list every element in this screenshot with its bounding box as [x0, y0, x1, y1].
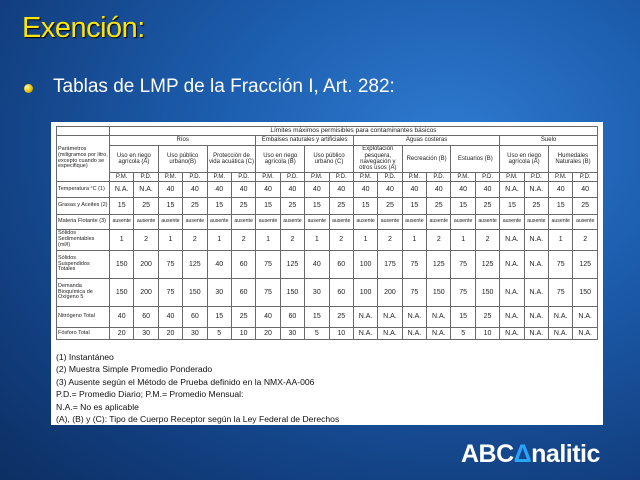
- value-cell: 25: [427, 198, 451, 215]
- value-cell: 40: [207, 251, 231, 279]
- pm-header: P.M.: [549, 173, 573, 182]
- pm-header: P.M.: [256, 173, 280, 182]
- value-cell: 200: [134, 279, 158, 307]
- value-cell: N.A.: [524, 251, 548, 279]
- value-cell: 200: [134, 251, 158, 279]
- value-cell: 1: [256, 230, 280, 251]
- value-cell: N.A.: [378, 307, 402, 328]
- value-cell: 15: [305, 307, 329, 328]
- value-cell: 30: [183, 328, 207, 340]
- value-cell: 60: [280, 307, 304, 328]
- value-cell: 2: [475, 230, 499, 251]
- value-cell: 75: [256, 279, 280, 307]
- logo-suffix: nalitic: [531, 440, 600, 468]
- note-line: (2) Muestra Simple Promedio Ponderado: [56, 364, 213, 375]
- value-cell: N.A.: [500, 182, 524, 198]
- pd-header: P.D.: [231, 173, 255, 182]
- value-cell: ausente: [402, 215, 426, 230]
- value-cell: 125: [280, 251, 304, 279]
- value-cell: ausente: [183, 215, 207, 230]
- value-cell: 75: [402, 279, 426, 307]
- value-cell: 60: [134, 307, 158, 328]
- value-cell: 20: [158, 328, 182, 340]
- value-cell: 2: [134, 230, 158, 251]
- value-cell: 2: [231, 230, 255, 251]
- value-cell: 5: [305, 328, 329, 340]
- value-cell: 30: [134, 328, 158, 340]
- value-cell: 40: [402, 182, 426, 198]
- value-cell: 25: [329, 307, 353, 328]
- value-cell: 1: [353, 230, 377, 251]
- pm-header: P.M.: [451, 173, 475, 182]
- value-cell: 25: [231, 307, 255, 328]
- value-cell: 40: [378, 182, 402, 198]
- value-cell: N.A.: [500, 279, 524, 307]
- value-cell: N.A.: [378, 328, 402, 340]
- logo-prefix: ABC: [461, 440, 514, 468]
- use-header: Uso en riego agrícola (A): [110, 146, 159, 173]
- value-cell: 2: [573, 230, 598, 251]
- value-cell: 40: [305, 251, 329, 279]
- value-cell: 40: [573, 182, 598, 198]
- value-cell: 40: [305, 182, 329, 198]
- value-cell: 75: [451, 251, 475, 279]
- value-cell: ausente: [427, 215, 451, 230]
- value-cell: 40: [158, 307, 182, 328]
- value-cell: 40: [475, 182, 499, 198]
- lmp-table: [56, 126, 598, 340]
- value-cell: 15: [207, 198, 231, 215]
- value-cell: 60: [183, 307, 207, 328]
- value-cell: 125: [475, 251, 499, 279]
- value-cell: 75: [451, 279, 475, 307]
- value-cell: 75: [549, 279, 573, 307]
- pm-header: P.M.: [305, 173, 329, 182]
- value-cell: 15: [451, 198, 475, 215]
- table-title-cell: [57, 127, 110, 136]
- value-cell: 1: [549, 230, 573, 251]
- value-cell: 1: [305, 230, 329, 251]
- pd-header: P.D.: [427, 173, 451, 182]
- param-name: Temperatura °C (1): [57, 182, 110, 198]
- value-cell: N.A.: [524, 307, 548, 328]
- logo-delta-mark: Δ: [513, 440, 532, 468]
- use-header: Uso público urbano(B): [158, 146, 207, 173]
- value-cell: N.A.: [427, 328, 451, 340]
- pd-header: P.D.: [280, 173, 304, 182]
- value-cell: 75: [549, 251, 573, 279]
- note-line: (A), (B) y (C): Tipo de Cuerpo Receptor según la Ley Federal de Derechos: [56, 414, 340, 425]
- value-cell: ausente: [280, 215, 304, 230]
- slide-title: Exención:: [22, 12, 145, 44]
- value-cell: N.A.: [573, 307, 598, 328]
- value-cell: ausente: [451, 215, 475, 230]
- value-cell: 20: [256, 328, 280, 340]
- value-cell: 25: [524, 198, 548, 215]
- value-cell: 10: [329, 328, 353, 340]
- value-cell: 15: [451, 307, 475, 328]
- value-cell: ausente: [475, 215, 499, 230]
- value-cell: 40: [451, 182, 475, 198]
- value-cell: 40: [231, 182, 255, 198]
- group-header: Aguas costeras: [353, 136, 499, 146]
- value-cell: N.A.: [402, 328, 426, 340]
- value-cell: 200: [378, 279, 402, 307]
- value-cell: 25: [475, 198, 499, 215]
- value-cell: N.A.: [500, 251, 524, 279]
- value-cell: 2: [378, 230, 402, 251]
- value-cell: 15: [158, 198, 182, 215]
- lmp-document-image: [51, 122, 603, 425]
- value-cell: 40: [256, 182, 280, 198]
- value-cell: N.A.: [402, 307, 426, 328]
- value-cell: 30: [207, 279, 231, 307]
- value-cell: 25: [134, 198, 158, 215]
- value-cell: N.A.: [134, 182, 158, 198]
- value-cell: N.A.: [573, 328, 598, 340]
- value-cell: 1: [207, 230, 231, 251]
- param-name: Grasas y Aceites (2): [57, 198, 110, 215]
- bullet-dot-icon: [24, 84, 33, 93]
- table-title: Límites máximos permisibles para contaminantes básicos: [110, 127, 598, 136]
- value-cell: 15: [402, 198, 426, 215]
- value-cell: 75: [256, 251, 280, 279]
- value-cell: 150: [573, 279, 598, 307]
- value-cell: 40: [110, 307, 134, 328]
- value-cell: 40: [183, 182, 207, 198]
- table-row: [57, 307, 598, 328]
- value-cell: 60: [329, 279, 353, 307]
- table-row: [57, 182, 598, 198]
- use-header: Protección de vida acuática (C): [207, 146, 256, 173]
- value-cell: N.A.: [353, 328, 377, 340]
- value-cell: 40: [329, 182, 353, 198]
- value-cell: N.A.: [524, 182, 548, 198]
- value-cell: ausente: [549, 215, 573, 230]
- value-cell: 100: [353, 251, 377, 279]
- value-cell: ausente: [110, 215, 134, 230]
- param-name: Materia Flotante (3): [57, 215, 110, 230]
- table-notes: [56, 351, 339, 425]
- value-cell: 15: [256, 198, 280, 215]
- value-cell: 125: [573, 251, 598, 279]
- value-cell: ausente: [378, 215, 402, 230]
- table-row: [57, 198, 598, 215]
- value-cell: 5: [451, 328, 475, 340]
- value-cell: 1: [158, 230, 182, 251]
- value-cell: ausente: [207, 215, 231, 230]
- value-cell: ausente: [158, 215, 182, 230]
- value-cell: 2: [183, 230, 207, 251]
- value-cell: ausente: [305, 215, 329, 230]
- value-cell: 30: [280, 328, 304, 340]
- value-cell: 125: [183, 251, 207, 279]
- value-cell: 15: [207, 307, 231, 328]
- value-cell: N.A.: [500, 307, 524, 328]
- value-cell: ausente: [524, 215, 548, 230]
- use-header: Estuarios (B): [451, 146, 500, 173]
- value-cell: ausente: [134, 215, 158, 230]
- value-cell: N.A.: [427, 307, 451, 328]
- param-name: Sólidos Sedimentables (ml/l): [57, 230, 110, 251]
- value-cell: ausente: [329, 215, 353, 230]
- value-cell: 150: [110, 279, 134, 307]
- value-cell: ausente: [231, 215, 255, 230]
- value-cell: 10: [231, 328, 255, 340]
- pd-header: P.D.: [183, 173, 207, 182]
- value-cell: N.A.: [524, 328, 548, 340]
- value-cell: 150: [110, 251, 134, 279]
- use-header: Uso en riego agrícola (B): [256, 146, 305, 173]
- pd-header: P.D.: [524, 173, 548, 182]
- pd-header: P.D.: [573, 173, 598, 182]
- value-cell: 25: [475, 307, 499, 328]
- value-cell: 40: [158, 182, 182, 198]
- value-cell: 40: [427, 182, 451, 198]
- value-cell: N.A.: [524, 279, 548, 307]
- value-cell: 40: [353, 182, 377, 198]
- value-cell: 100: [353, 279, 377, 307]
- pm-header: P.M.: [110, 173, 134, 182]
- value-cell: 30: [305, 279, 329, 307]
- value-cell: 2: [329, 230, 353, 251]
- value-cell: 125: [427, 251, 451, 279]
- value-cell: N.A.: [549, 328, 573, 340]
- value-cell: 75: [158, 279, 182, 307]
- value-cell: 40: [207, 182, 231, 198]
- use-header: Uso en riego agrícola (A): [500, 146, 549, 173]
- table-row: [57, 279, 598, 307]
- value-cell: ausente: [500, 215, 524, 230]
- value-cell: ausente: [353, 215, 377, 230]
- note-line: (1) Instantáneo: [56, 352, 114, 362]
- table-row: [57, 230, 598, 251]
- value-cell: 150: [475, 279, 499, 307]
- value-cell: N.A.: [353, 307, 377, 328]
- value-cell: N.A.: [500, 328, 524, 340]
- value-cell: 60: [329, 251, 353, 279]
- pm-header: P.M.: [500, 173, 524, 182]
- table-row: [57, 251, 598, 279]
- value-cell: 1: [402, 230, 426, 251]
- value-cell: 150: [183, 279, 207, 307]
- value-cell: 1: [451, 230, 475, 251]
- group-header: Ríos: [110, 136, 256, 146]
- value-cell: ausente: [573, 215, 598, 230]
- pm-header: P.M.: [353, 173, 377, 182]
- bullet-text: Tablas de LMP de la Fracción I, Art. 282:: [53, 76, 395, 97]
- value-cell: 25: [329, 198, 353, 215]
- note-line: N.A.= No es aplicable: [56, 401, 139, 412]
- value-cell: 15: [353, 198, 377, 215]
- value-cell: 40: [256, 307, 280, 328]
- value-cell: 40: [280, 182, 304, 198]
- abc-analitic-logo: [461, 440, 600, 469]
- pd-header: P.D.: [329, 173, 353, 182]
- bullet-item: [24, 76, 395, 98]
- value-cell: 25: [378, 198, 402, 215]
- pd-header: P.D.: [475, 173, 499, 182]
- value-cell: N.A.: [524, 230, 548, 251]
- param-name: Demanda Bioquímica de Oxígeno 5: [57, 279, 110, 307]
- value-cell: 2: [427, 230, 451, 251]
- value-cell: 15: [305, 198, 329, 215]
- value-cell: 2: [280, 230, 304, 251]
- table-row: [57, 328, 598, 340]
- value-cell: N.A.: [500, 230, 524, 251]
- value-cell: 1: [110, 230, 134, 251]
- value-cell: 25: [280, 198, 304, 215]
- value-cell: 20: [110, 328, 134, 340]
- use-header: Uso público urbano (C): [305, 146, 354, 173]
- value-cell: 60: [231, 251, 255, 279]
- group-header: Suelo: [500, 136, 598, 146]
- param-header: Parámetros (miligramos por litro, excepto cuando se especifique): [57, 136, 110, 182]
- use-header: Explotación pesquera, navegación y otros usos (A): [353, 146, 402, 173]
- value-cell: 60: [231, 279, 255, 307]
- value-cell: 150: [280, 279, 304, 307]
- value-cell: 150: [427, 279, 451, 307]
- value-cell: 25: [573, 198, 598, 215]
- value-cell: 25: [183, 198, 207, 215]
- group-header: Embalses naturales y artificiales: [256, 136, 354, 146]
- value-cell: N.A.: [110, 182, 134, 198]
- use-header: Humedales Naturales (B): [549, 146, 598, 173]
- pm-header: P.M.: [158, 173, 182, 182]
- value-cell: 10: [475, 328, 499, 340]
- pm-header: P.M.: [207, 173, 231, 182]
- pd-header: P.D.: [134, 173, 158, 182]
- pm-header: P.M.: [402, 173, 426, 182]
- value-cell: 40: [549, 182, 573, 198]
- param-name: Nitrógeno Total: [57, 307, 110, 328]
- pd-header: P.D.: [378, 173, 402, 182]
- value-cell: 5: [207, 328, 231, 340]
- value-cell: 75: [158, 251, 182, 279]
- note-line: (3) Ausente según el Método de Prueba definido en la NMX-AA-006: [56, 376, 315, 387]
- value-cell: N.A.: [549, 307, 573, 328]
- value-cell: 15: [549, 198, 573, 215]
- note-line: P.D.= Promedio Diario; P.M.= Promedio Mensual:: [56, 389, 244, 400]
- use-header: Recreación (B): [402, 146, 451, 173]
- value-cell: ausente: [256, 215, 280, 230]
- value-cell: 25: [231, 198, 255, 215]
- table-row: [57, 215, 598, 230]
- param-name: Fósforo Total: [57, 328, 110, 340]
- value-cell: 75: [402, 251, 426, 279]
- value-cell: 15: [110, 198, 134, 215]
- value-cell: 175: [378, 251, 402, 279]
- value-cell: 15: [500, 198, 524, 215]
- param-name: Sólidos Suspendidos Totales: [57, 251, 110, 279]
